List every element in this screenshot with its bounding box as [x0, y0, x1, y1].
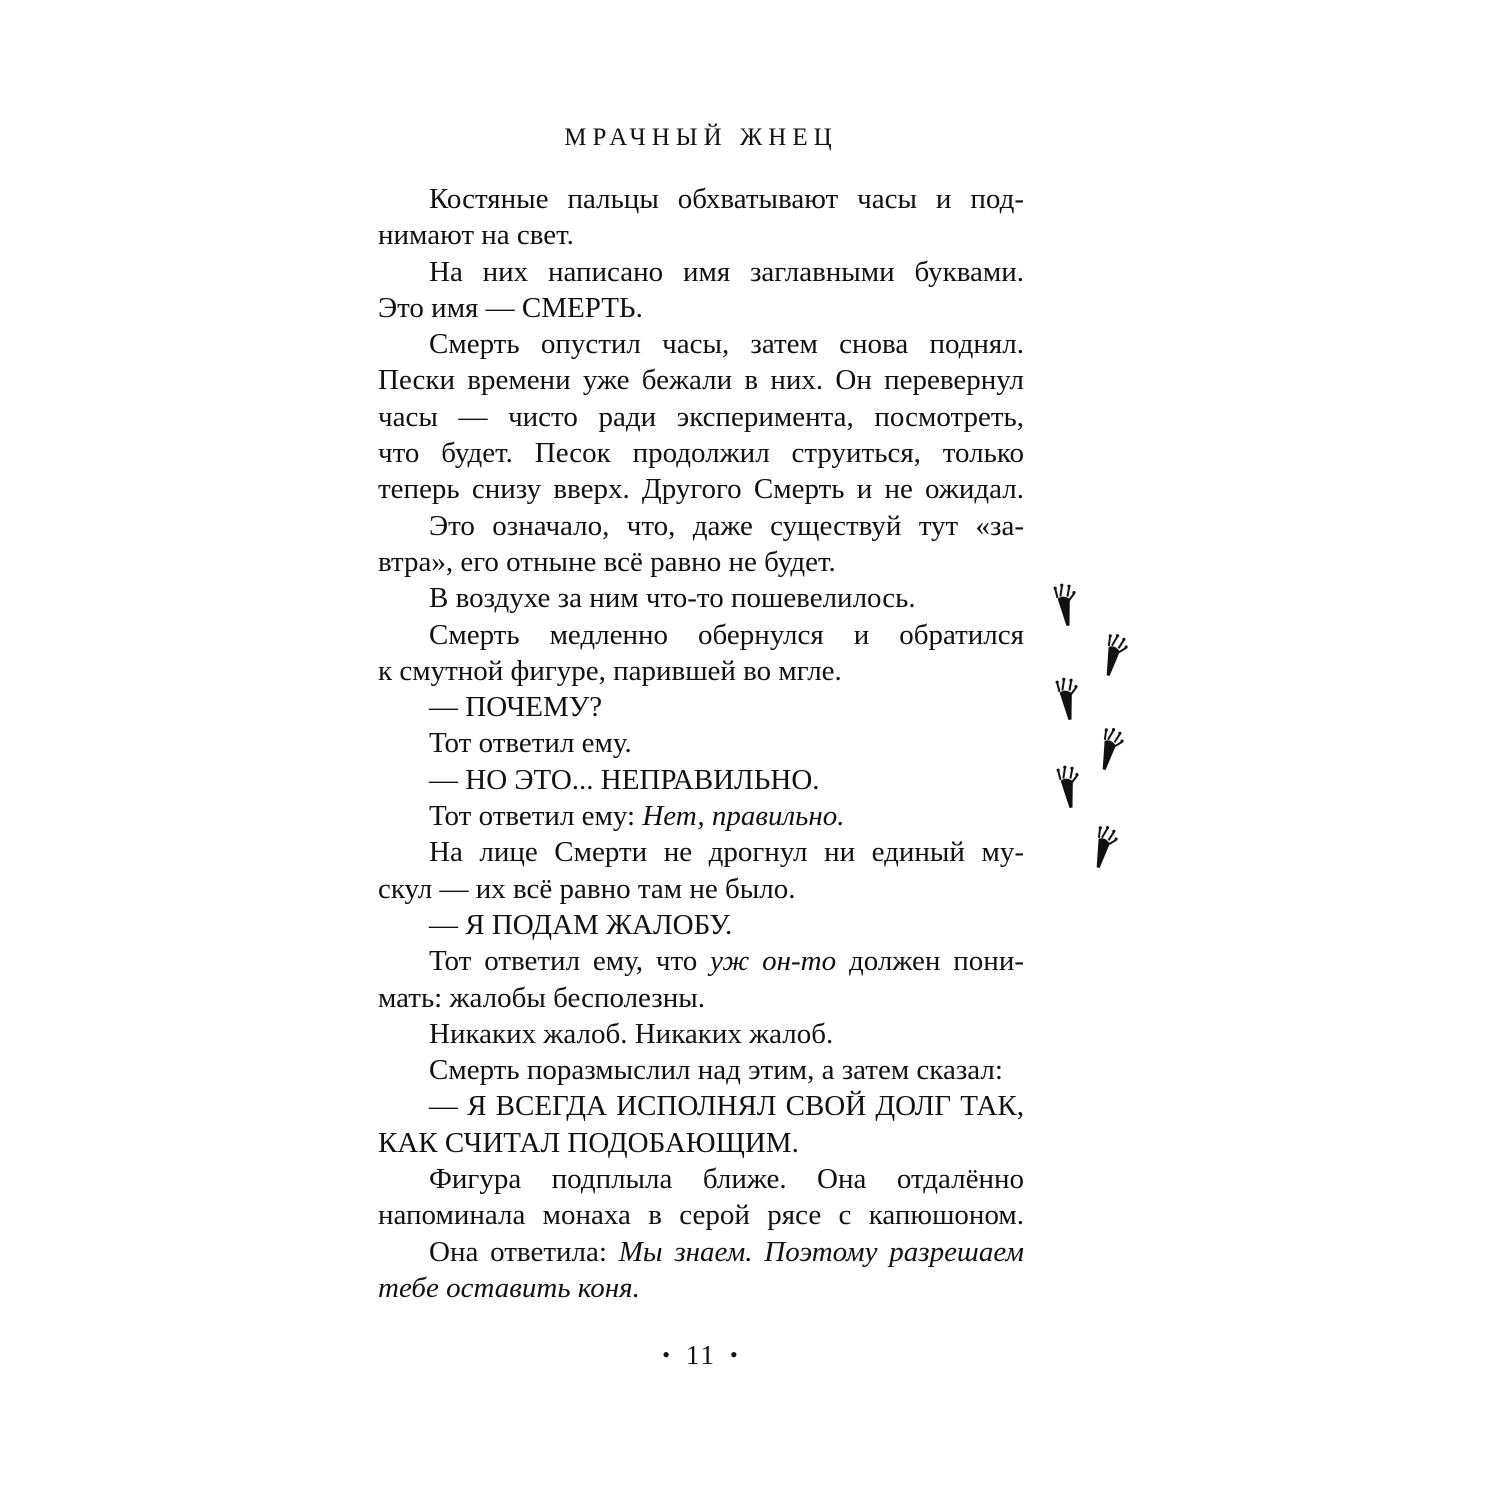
text-line: теперь снизу вверх. Другого Смерть и не ожидал.: [378, 473, 1024, 506]
plain-text: должен пони-: [836, 945, 1025, 978]
text-line: скул — их всё равно там не было.: [378, 872, 796, 905]
text-line: к смутной фигуре, парившей во мгле.: [378, 654, 842, 687]
paragraph-3: [378, 326, 1024, 507]
page-number-value: 11: [686, 1340, 716, 1370]
footprint: [1089, 824, 1120, 870]
text-line: что будет. Песок продолжил струиться, только: [378, 437, 1024, 470]
paragraph-10: [378, 798, 1024, 834]
paragraph-14: [378, 1016, 1024, 1052]
text-line: тебе оставить коня.: [378, 1271, 640, 1304]
text-line: Костяные пальцы обхватывают часы и под-: [429, 183, 1024, 215]
footprint: [1099, 632, 1130, 678]
text-line: нимают на свет.: [378, 219, 574, 252]
text-line: Никаких жалоб. Никаких жалоб.: [429, 1017, 834, 1050]
dialogue-line: [378, 762, 1024, 798]
paragraph-1: [378, 181, 1024, 254]
footprint: [1053, 582, 1080, 627]
text-line: Это означало, что, даже существуй тут «за-: [429, 509, 1024, 542]
paragraph-11: [378, 834, 1024, 907]
page-number: [378, 1337, 1024, 1375]
italic-text: Мы знаем. Поэтому разрешаем: [618, 1235, 1024, 1268]
paragraph-5: [378, 580, 1024, 616]
text-line: — НО ЭТО... НЕПРАВИЛЬНО.: [429, 763, 820, 796]
text-line: Смерть поразмыслил над этим, а затем сказал:: [429, 1054, 1003, 1087]
italic-text: Нет, правильно.: [642, 800, 845, 833]
bullet-icon: •: [730, 1342, 740, 1367]
paragraph-18: [378, 1234, 1024, 1307]
text-line: Фигура подплыла ближе. Она отдалённо: [429, 1163, 1024, 1196]
paragraph-4: [378, 508, 1024, 581]
plain-text: Она ответила:: [429, 1235, 619, 1268]
text-line: На них написано имя заглавными буквами.: [429, 255, 1024, 288]
text-line: КАК СЧИТАЛ ПОДОБАЮЩИМ.: [378, 1126, 799, 1159]
paragraph-6: [378, 617, 1024, 690]
text-line: напоминала монаха в серой рясе с капюшоном.: [378, 1199, 1024, 1232]
paragraph-2: [378, 254, 1024, 327]
text-line: [378, 943, 1024, 979]
dialogue-line: [378, 689, 1024, 725]
text-line: мать: жалобы бесполезны.: [378, 981, 705, 1014]
text-line: Тот ответил ему.: [429, 727, 632, 760]
text-line: На лице Смерти не дрогнул ни единый му-: [429, 836, 1024, 869]
bullet-icon: •: [662, 1342, 672, 1367]
paragraph-17: [378, 1161, 1024, 1234]
text-line: Смерть медленно обернулся и обратился: [429, 618, 1024, 651]
skeletal-footprints-icon: [1040, 580, 1140, 890]
dialogue-line: [378, 1088, 1024, 1161]
text-line: Смерть опустил часы, затем снова поднял.: [429, 328, 1024, 361]
dialogue-line: [378, 907, 1024, 943]
footprint: [1055, 676, 1082, 721]
text-line: — Я ВСЕГДА ИСПОЛНЯЛ СВОЙ ДОЛГ ТАК,: [429, 1090, 1024, 1123]
text-line: — ПОЧЕМУ?: [429, 691, 603, 724]
paragraph-13: [378, 943, 1024, 1016]
plain-text: Тот ответил ему:: [429, 800, 643, 833]
text-line: [378, 1234, 1024, 1270]
plain-text: Тот ответил ему, что: [429, 945, 711, 978]
text-line: — Я ПОДАМ ЖАЛОБУ.: [429, 908, 733, 941]
text-line: [378, 798, 1024, 834]
italic-text: уж он-то: [710, 945, 837, 978]
paragraph-15: [378, 1052, 1024, 1088]
running-title: МРАЧНЫЙ ЖНЕЦ: [564, 124, 838, 151]
text-line: втра», его отныне всё равно не будет.: [378, 545, 836, 578]
text-line: Это имя — СМЕРТЬ.: [378, 291, 643, 324]
text-line: Пески времени уже бежали в них. Он перевернул: [378, 364, 1024, 397]
text-line: часы — чисто ради эксперимента, посмотреть,: [378, 400, 1024, 433]
footprint: [1095, 726, 1126, 772]
body-text: [378, 181, 1024, 1306]
text-line: В воздухе за ним что-то пошевелилось.: [429, 582, 916, 615]
paragraph-8: [378, 725, 1024, 761]
footprint: [1056, 764, 1083, 809]
